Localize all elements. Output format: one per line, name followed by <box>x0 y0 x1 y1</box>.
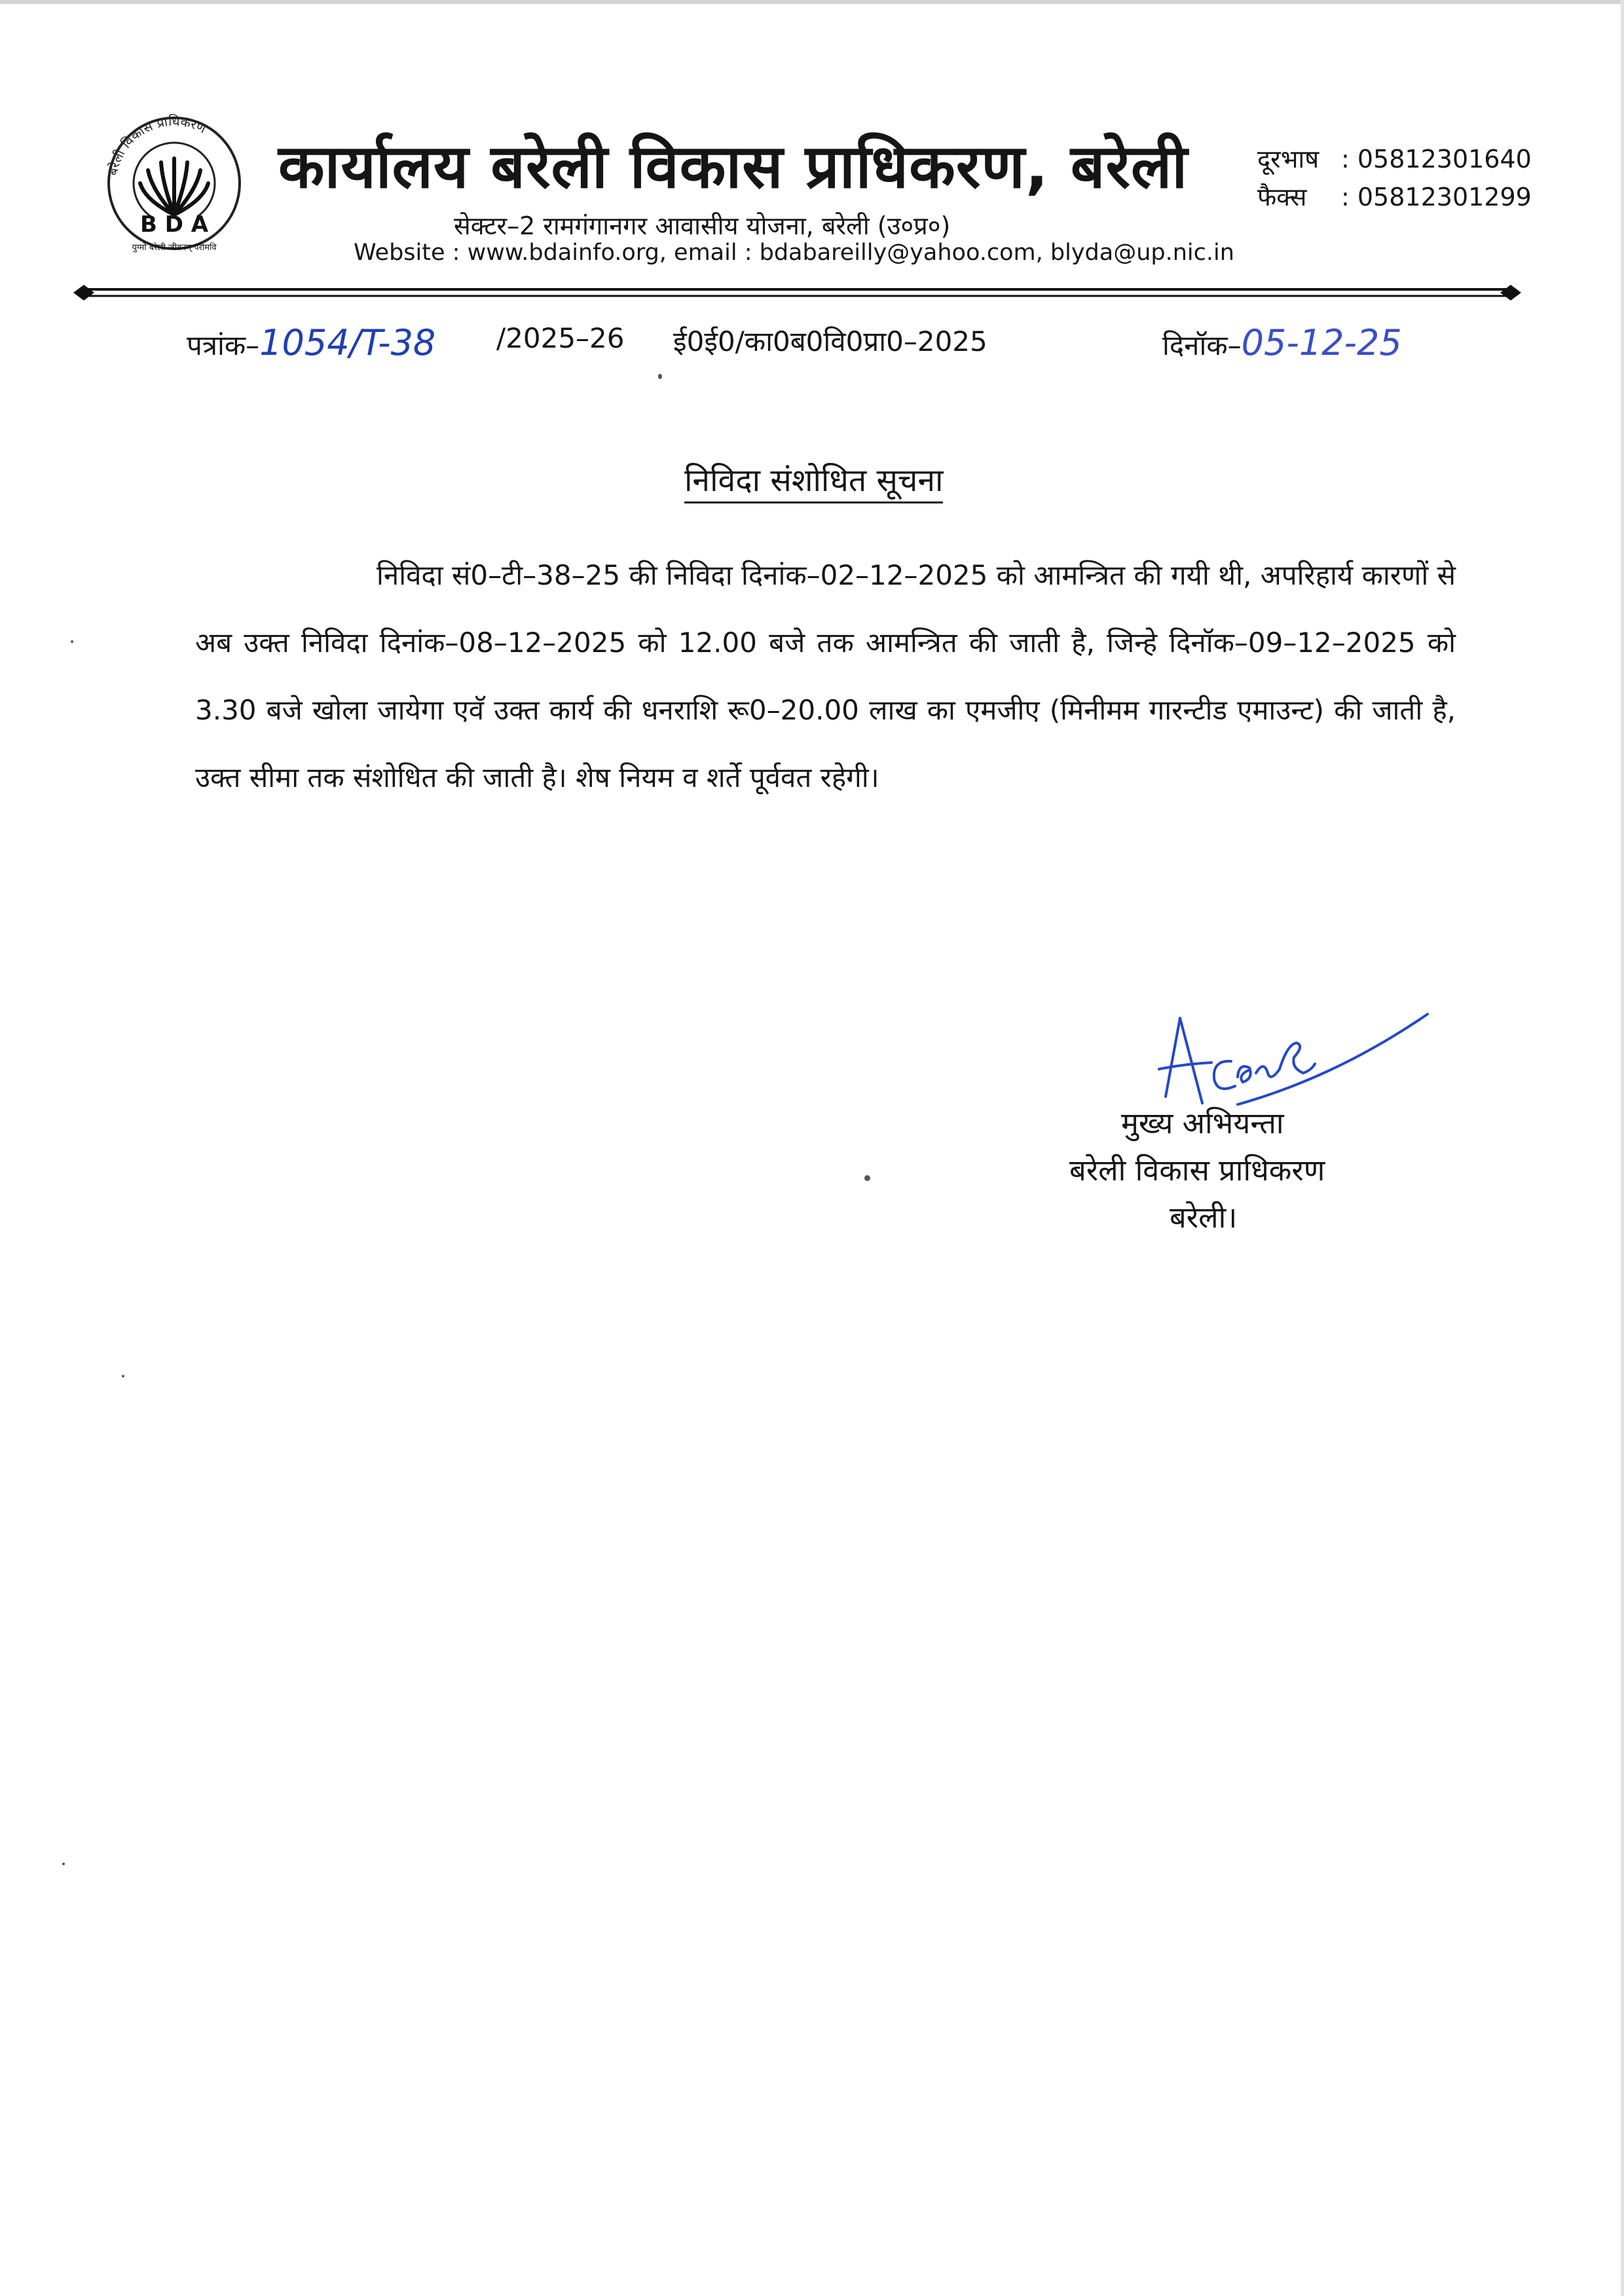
signatory-designation: मुख्य अभियन्ता <box>1121 1106 1284 1140</box>
date-field <box>1162 322 1402 363</box>
notice-subject-text: निविदा संशोधित सूचना <box>684 462 943 503</box>
phone-label: दूरभाष <box>1257 145 1320 173</box>
reference-code: ई0ई0/का0ब0वि0प्रा0–2025 <box>673 325 987 357</box>
date-handwritten: 05-12-25 <box>1241 322 1402 363</box>
phone-number: : 05812301640 <box>1341 145 1532 173</box>
letterhead-web-email: Website : www.bdainfo.org, email : bdabareilly@yahoo.com, blyda@up.nic.in <box>354 240 1234 266</box>
scan-speck <box>122 1375 124 1377</box>
scan-right-edge <box>1621 0 1624 2296</box>
letterhead-title: कार्यालय बरेली विकास प्राधिकरण, बरेली <box>278 132 1189 202</box>
signatory-organization: बरेली विकास प्राधिकरण <box>1069 1153 1325 1188</box>
letterhead-divider <box>72 280 1522 306</box>
logo-tagline: युग्मो बरेली जीवनम् परोमवि <box>132 243 217 253</box>
phone-contact <box>1257 141 1532 175</box>
notice-body: निविदा सं0–टी–38–25 की निविदा दिनांक–02–12–2025 को आमन्त्रित की गयी थी, अपरिहार्य कारणों से अब उक्त निविदा दिनांक–08–12–2025 को 12.00 बजे तक आमन्त्रित की जाती है, जिन्हे दिनॉक–09–12–2025 को 3.30 बजे खोला जायेगा एवॅ उक्त कार्य की धनराशि रू0–20.00 लाख का एमजीए (मिनीमम गारन्टीड एमाउन्ट) की जाती है, उक्त सीमा तक संशोधित की जाती है। शेष नियम व शर्ते पूर्ववत रहेगी। <box>195 559 1456 793</box>
reference-year: /2025–26 <box>496 322 625 354</box>
letterhead-address: सेक्टर–2 रामगंगानगर आवासीय योजना, बरेली (उ०प्र०) <box>454 211 951 240</box>
scan-speck <box>62 1863 65 1865</box>
logo-abbr: B D A <box>139 211 209 238</box>
patrank <box>187 322 435 363</box>
bda-logo <box>98 98 249 255</box>
patrank-label: पत्रांक– <box>187 329 260 361</box>
logo-arc-text: बरेली विकास प्राधिकरण <box>104 113 209 177</box>
fax-label: फैक्स <box>1257 183 1307 211</box>
bda-logo-emblem <box>98 98 249 255</box>
scan-speck <box>658 374 662 379</box>
date-label: दिनॉक– <box>1162 329 1242 361</box>
fax-number: : 05812301299 <box>1341 183 1532 211</box>
svg-text:बरेली विकास प्राधिकरण <box>105 113 209 177</box>
scan-top-edge <box>0 0 1624 4</box>
patrank-handwritten-number: 1054/T-38 <box>259 322 436 363</box>
scan-speck <box>864 1175 870 1181</box>
fax-contact <box>1257 179 1532 213</box>
scan-speck <box>71 640 73 643</box>
notice-subject <box>684 458 943 501</box>
signatory-city: बरेली। <box>1170 1200 1238 1235</box>
